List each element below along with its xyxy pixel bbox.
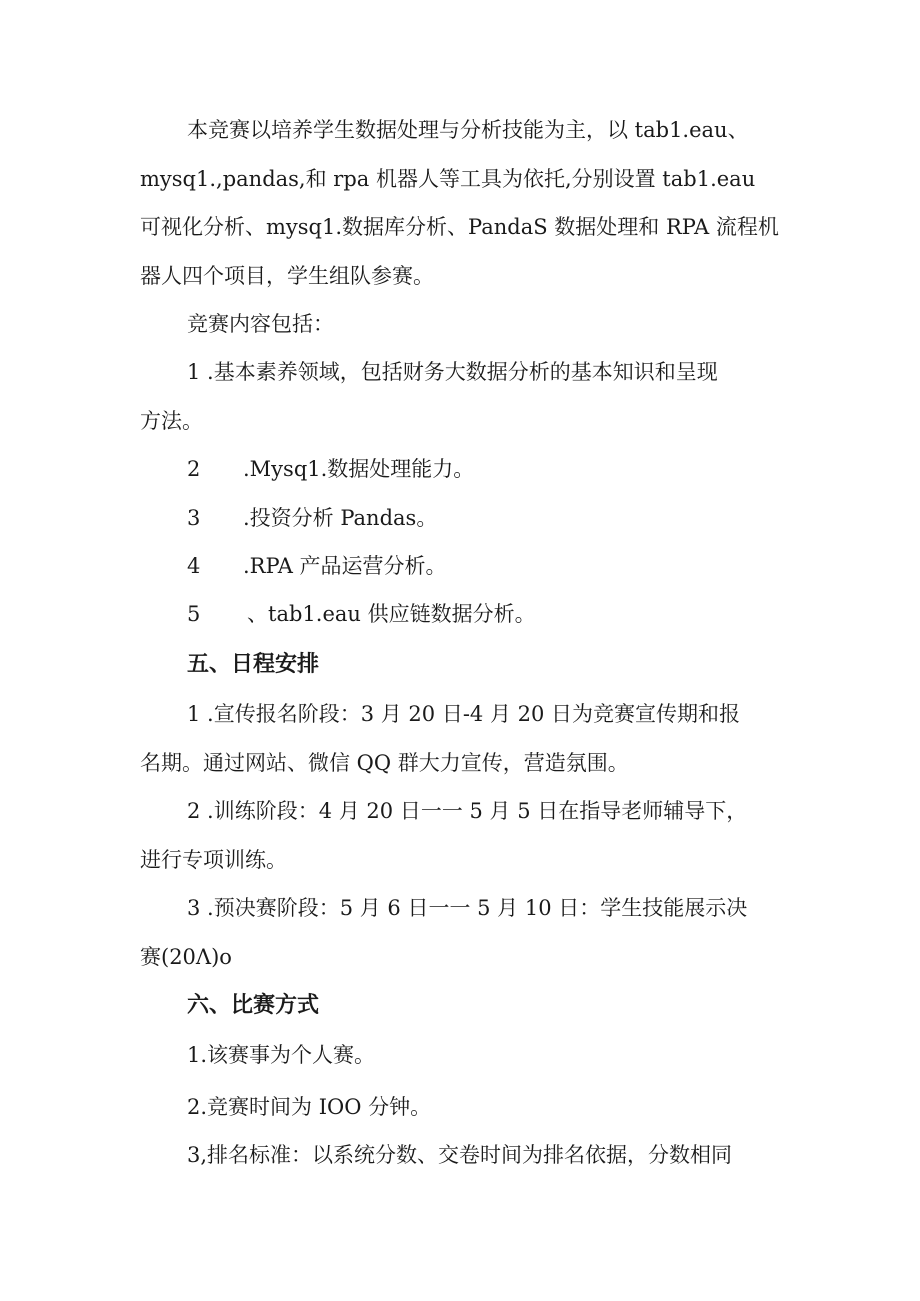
content-item-line: 方法。 [140,408,203,433]
item-text: .RPA 产品运营分析。 [243,554,447,578]
intro-line: mysq1.,pandas,和 rpa 机器人等工具为依托,分别设置 tab1.eau [140,166,756,191]
schedule-line: 赛(20Λ)o [140,944,232,969]
item-text: 、tab1.eau 供应链数据分析。 [247,602,536,626]
schedule-line: 进行专项训练。 [140,847,287,872]
content-item-3 [140,494,790,543]
format-item-3: 3,排名标准：以系统分数、交卷时间为排名依据，分数相同 [187,1143,733,1167]
item-number: 3 [187,506,201,530]
section-heading-format: 六、比赛方式 [187,993,320,1018]
intro-line: 本竞赛以培养学生数据处理与分析技能为主，以 tab1.eau、 [187,118,749,142]
item-number: 4 [187,554,201,578]
format-item-2: 2.竞赛时间为 IOO 分钟。 [187,1095,432,1119]
content-item-5 [140,590,790,639]
schedule-line: 2 .训练阶段：4 月 20 日一一 5 月 5 日在指导老师辅导下， [187,799,748,823]
content-item-line: 1 .基本素养领域，包括财务大数据分析的基本知识和呈现 [187,360,718,384]
schedule-item-2 [140,787,790,884]
item-number: 5 [187,602,201,626]
section-heading-schedule: 五、日程安排 [187,652,320,677]
content-item-4 [140,542,790,591]
content-item-2 [140,445,790,494]
content-item-1 [140,348,790,445]
item-text: .投资分析 Pandas。 [243,506,438,530]
content-heading: 竞赛内容包括： [187,312,334,336]
schedule-item-1 [140,690,790,787]
schedule-line: 1 .宣传报名阶段：3 月 20 日-4 月 20 日为竞赛宣传期和报 [187,702,741,726]
item-text: .Mysq1.数据处理能力。 [243,457,475,481]
item-number: 2 [187,457,201,481]
intro-paragraph [140,106,790,300]
schedule-line: 3 .预决赛阶段：5 月 6 日一一 5 月 10 日：学生技能展示决 [187,896,748,920]
schedule-item-3 [140,884,790,981]
intro-line: 可视化分析、mysq1.数据库分析、PandaS 数据处理和 RPA 流程机 [140,215,779,239]
intro-line: 器人四个项目，学生组队参赛。 [140,263,434,288]
schedule-line: 名期。通过网站、微信 QQ 群大力宣传，营造氛围。 [140,750,629,775]
format-item-1: 1.该赛事为个人赛。 [187,1043,376,1067]
